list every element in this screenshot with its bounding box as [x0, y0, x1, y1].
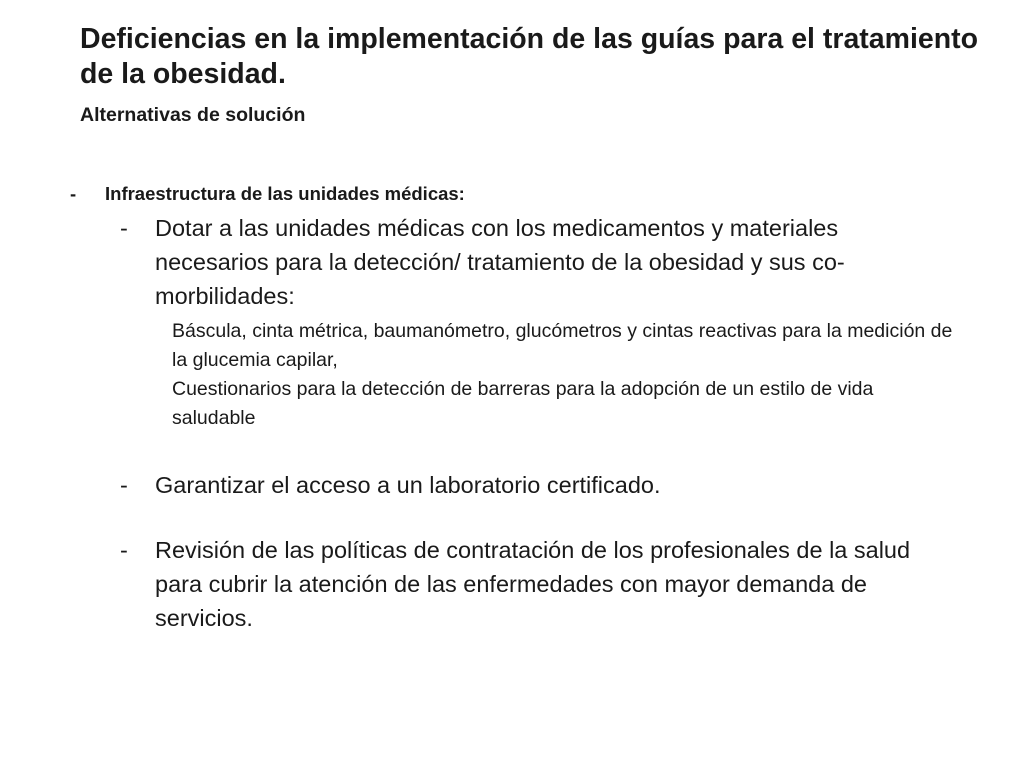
- slide-subtitle: Alternativas de solución: [80, 104, 306, 126]
- bullet-dash: -: [120, 215, 128, 241]
- list-item-medicamentos: [120, 211, 920, 313]
- list-item-text: Dotar a las unidades médicas con los medicamentos y materiales necesarios para la detección/ tratamiento de la obesidad y sus co-morbilidades:: [155, 215, 845, 309]
- list-item-text: Garantizar el acceso a un laboratorio certificado.: [155, 472, 661, 498]
- bullet-dash: -: [120, 537, 128, 563]
- bullet-dash: -: [70, 183, 77, 204]
- slide-title: Deficiencias en la implementación de las guías para el tratamiento de la obesidad.: [80, 23, 979, 90]
- list-item-politicas: [120, 533, 920, 635]
- section-heading-label: Infraestructura de las unidades médicas:: [105, 183, 465, 204]
- list-item-text: Revisión de las políticas de contratación de los profesionales de la salud para cubrir la atención de las enfermedades con mayor demanda de servicios.: [155, 537, 911, 631]
- sub-item-bascula: Báscula, cinta métrica, baumanómetro, glucómetros y cintas reactivas para la medición de la glucemia capilar,: [172, 320, 953, 371]
- bullet-dash: -: [120, 472, 128, 498]
- list-item-laboratorio: [120, 468, 920, 502]
- sub-item-cuestionarios: Cuestionarios para la detección de barreras para la adopción de un estilo de vida saludable: [172, 378, 874, 429]
